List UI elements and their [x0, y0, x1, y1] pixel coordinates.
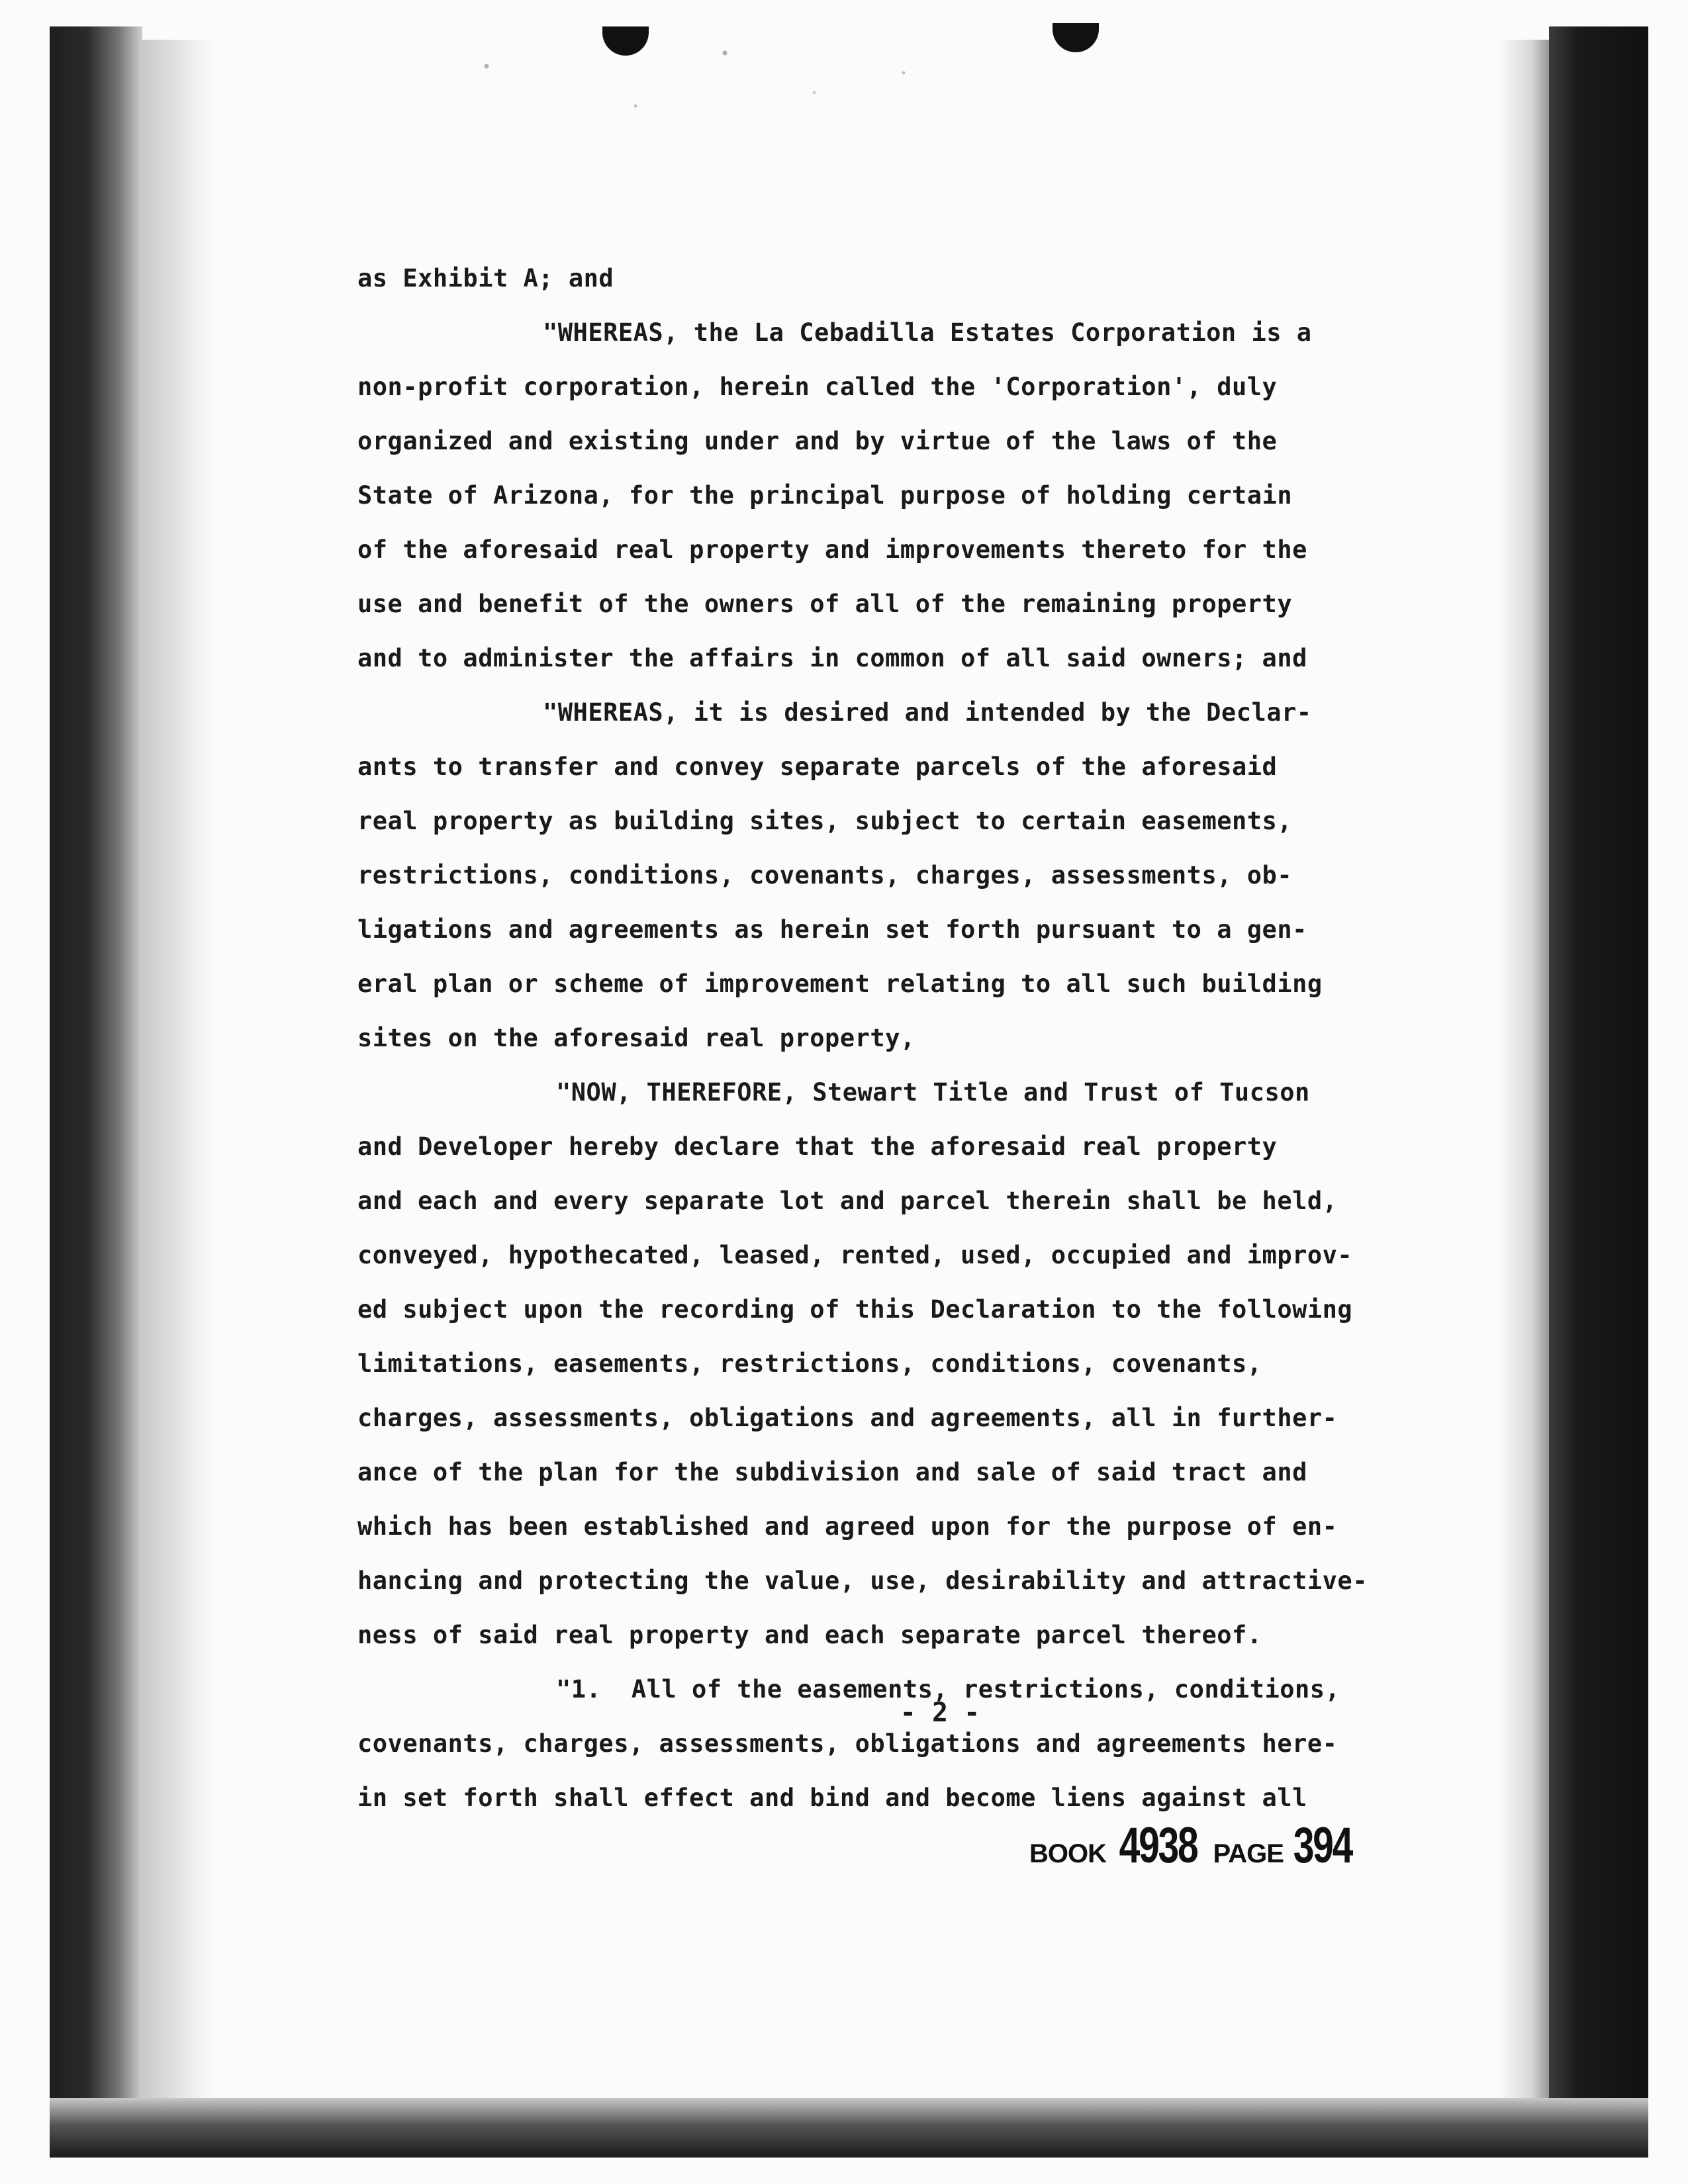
- text-line: State of Arizona, for the principal purpose of holding certain: [357, 481, 1293, 510]
- text-line: as Exhibit A; and: [357, 264, 614, 293]
- text-line: restrictions, conditions, covenants, charges, assessments, ob-: [357, 861, 1293, 889]
- text-line: ance of the plan for the subdivision and sale of said tract and: [357, 1458, 1307, 1486]
- text-line: covenants, charges, assessments, obligations and agreements here-: [357, 1729, 1338, 1758]
- scan-shadow-left-fade: [142, 40, 215, 2131]
- scan-shadow-bottom: [50, 2098, 1648, 2158]
- page-number: - 2 -: [900, 1698, 980, 1728]
- book-number: 4938: [1119, 1817, 1197, 1874]
- text-line: conveyed, hypothecated, leased, rented, used, occupied and improv-: [357, 1241, 1353, 1269]
- page-label: PAGE: [1213, 1839, 1284, 1868]
- text-line: "WHEREAS, it is desired and intended by the Declar-: [543, 698, 1312, 727]
- book-page-stamp: [1029, 1817, 1362, 1874]
- text-line: "1. All of the easements, restrictions, conditions,: [556, 1675, 1340, 1704]
- scan-shadow-right: [1549, 26, 1648, 2138]
- text-line: eral plan or scheme of improvement relating to all such building: [357, 970, 1323, 998]
- book-label: BOOK: [1029, 1839, 1106, 1868]
- text-line: of the aforesaid real property and improvements thereto for the: [357, 535, 1307, 564]
- text-line: ligations and agreements as herein set forth pursuant to a gen-: [357, 915, 1307, 944]
- text-line: hancing and protecting the value, use, desirability and attractive-: [357, 1567, 1368, 1595]
- text-line: ants to transfer and convey separate parcels of the aforesaid: [357, 752, 1278, 781]
- text-line: limitations, easements, restrictions, conditions, covenants,: [357, 1349, 1262, 1378]
- text-line: sites on the aforesaid real property,: [357, 1024, 915, 1052]
- text-line: real property as building sites, subject to certain easements,: [357, 807, 1293, 835]
- scan-shadow-right-fade: [1499, 40, 1552, 2131]
- punch-hole-right: [1053, 23, 1099, 52]
- text-line: ness of said real property and each separate parcel thereof.: [357, 1621, 1262, 1649]
- scan-shadow-left: [50, 26, 142, 2138]
- text-line: which has been established and agreed upon for the purpose of en-: [357, 1512, 1338, 1541]
- text-line: non-profit corporation, herein called the 'Corporation', duly: [357, 373, 1278, 401]
- text-line: ed subject upon the recording of this Declaration to the following: [357, 1295, 1353, 1324]
- text-line: "WHEREAS, the La Cebadilla Estates Corporation is a: [543, 318, 1312, 347]
- text-line: use and benefit of the owners of all of the remaining property: [357, 590, 1293, 618]
- text-line: in set forth shall effect and bind and become liens against all: [357, 1784, 1307, 1812]
- text-line: charges, assessments, obligations and agreements, all in further-: [357, 1404, 1338, 1432]
- text-line: "NOW, THEREFORE, Stewart Title and Trust of Tucson: [556, 1078, 1310, 1107]
- text-line: and to administer the affairs in common of all said owners; and: [357, 644, 1307, 672]
- text-line: and Developer hereby declare that the aforesaid real property: [357, 1132, 1278, 1161]
- document-body: [357, 251, 1470, 1825]
- page-ref-number: 394: [1293, 1817, 1352, 1874]
- text-line: and each and every separate lot and parcel therein shall be held,: [357, 1187, 1338, 1215]
- text-line: organized and existing under and by virtue of the laws of the: [357, 427, 1278, 455]
- scan-speckle-top: [397, 26, 993, 159]
